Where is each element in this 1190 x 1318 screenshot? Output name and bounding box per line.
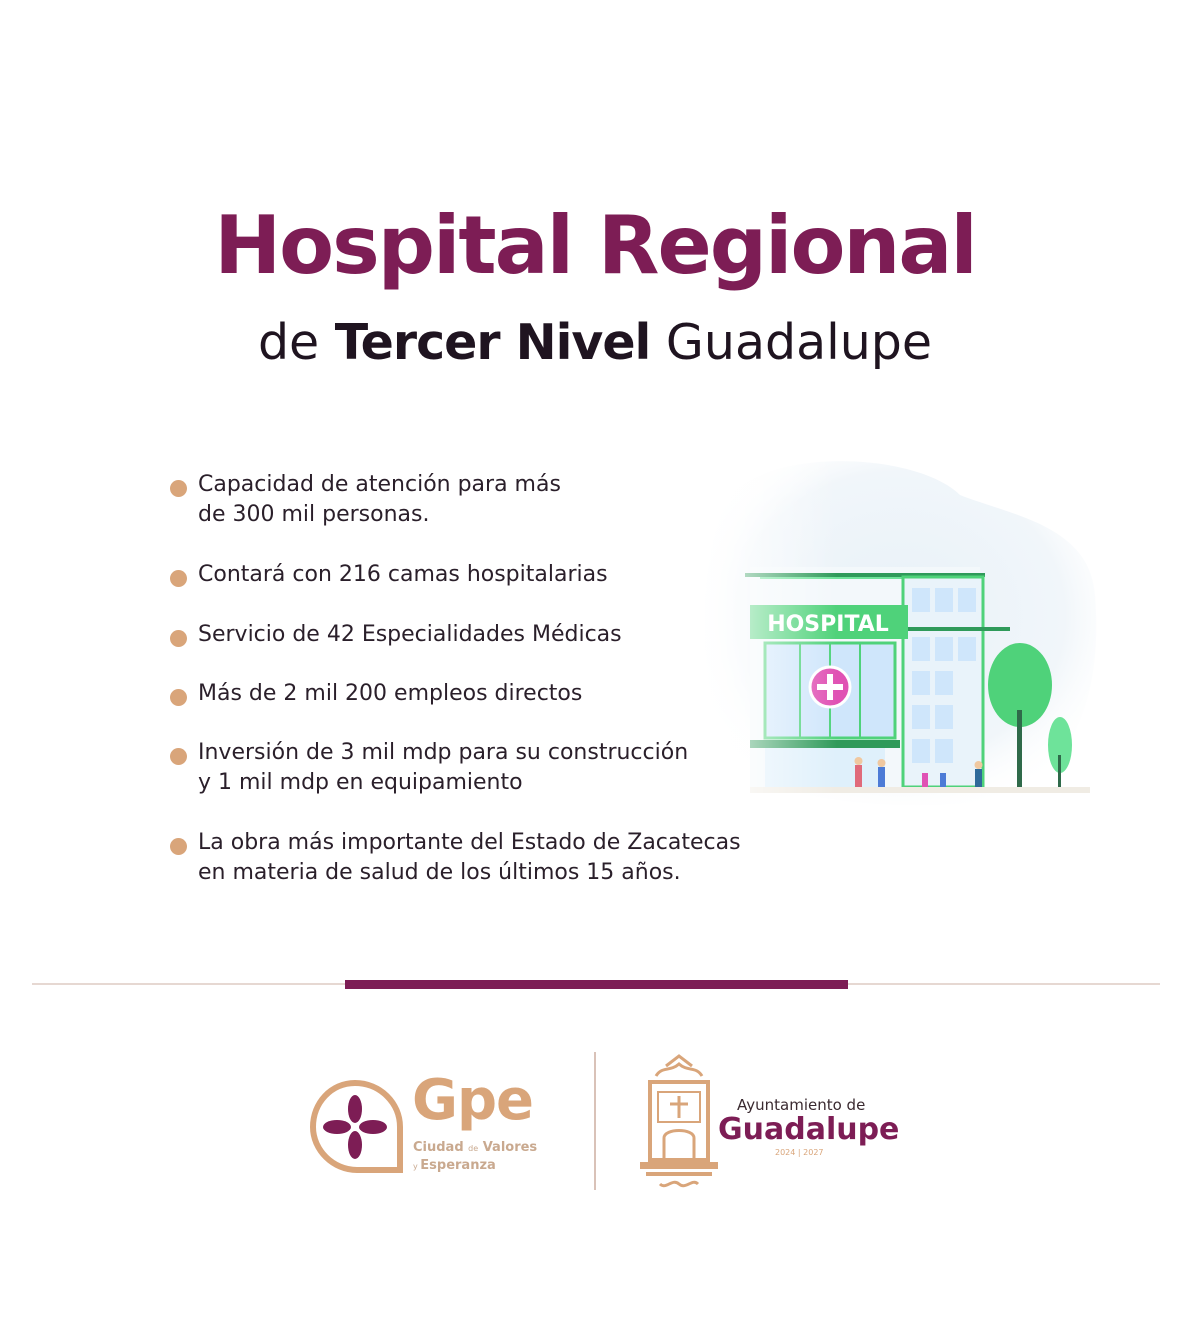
accent-bar <box>345 980 848 989</box>
subtitle-prefix: de <box>257 314 335 371</box>
list-item <box>168 679 582 709</box>
gpe-tag-2-small: y <box>413 1162 421 1171</box>
ayuntamiento-label: Ayuntamiento de <box>737 1096 866 1114</box>
list-item-text: Capacidad de atención para más de 300 mil personas. <box>198 472 561 527</box>
list-item-text: Contará con 216 camas hospitalarias <box>198 562 608 587</box>
page-title: Hospital Regional <box>214 199 976 292</box>
bullet-dot <box>170 838 187 855</box>
page-subtitle <box>0 308 1190 378</box>
subtitle-bold: Tercer Nivel <box>334 314 651 371</box>
bullet-dot <box>170 570 187 587</box>
list-item <box>168 828 741 888</box>
gpe-tagline <box>413 1139 573 1175</box>
ayuntamiento-years: 2024 | 2027 <box>775 1148 824 1157</box>
list-item <box>168 560 608 590</box>
list-item <box>168 738 688 798</box>
list-item-text: Servicio de 42 Especialidades Médicas <box>198 622 622 647</box>
gpe-tag-1-small: de <box>468 1144 479 1153</box>
gpe-tag-2: Esperanza <box>420 1158 496 1173</box>
gpe-logo-icon <box>305 1075 405 1175</box>
church-emblem-icon <box>636 1052 722 1192</box>
ayuntamiento-name: Guadalupe <box>718 1112 900 1147</box>
bullet-dot <box>170 480 187 497</box>
bullet-dot <box>170 689 187 706</box>
bullet-dot <box>170 748 187 765</box>
list-item-text: La obra más importante del Estado de Zacatecas en materia de salud de los últimos 15 años. <box>198 830 741 885</box>
list-item-text: Inversión de 3 mil mdp para su construcción y 1 mil mdp en equipamiento <box>198 740 689 795</box>
hospital-illustration <box>690 455 1110 825</box>
gpe-tag-1b: Valores <box>478 1140 538 1155</box>
list-item <box>168 470 561 530</box>
subtitle-suffix: Guadalupe <box>650 314 933 371</box>
logo-divider <box>594 1052 596 1190</box>
gpe-tag-1a: Ciudad <box>413 1140 469 1155</box>
gpe-wordmark: Gpe <box>412 1068 534 1133</box>
list-item-text: Más de 2 mil 200 empleos directos <box>198 681 583 706</box>
bullet-dot <box>170 630 187 647</box>
list-item <box>168 620 622 650</box>
